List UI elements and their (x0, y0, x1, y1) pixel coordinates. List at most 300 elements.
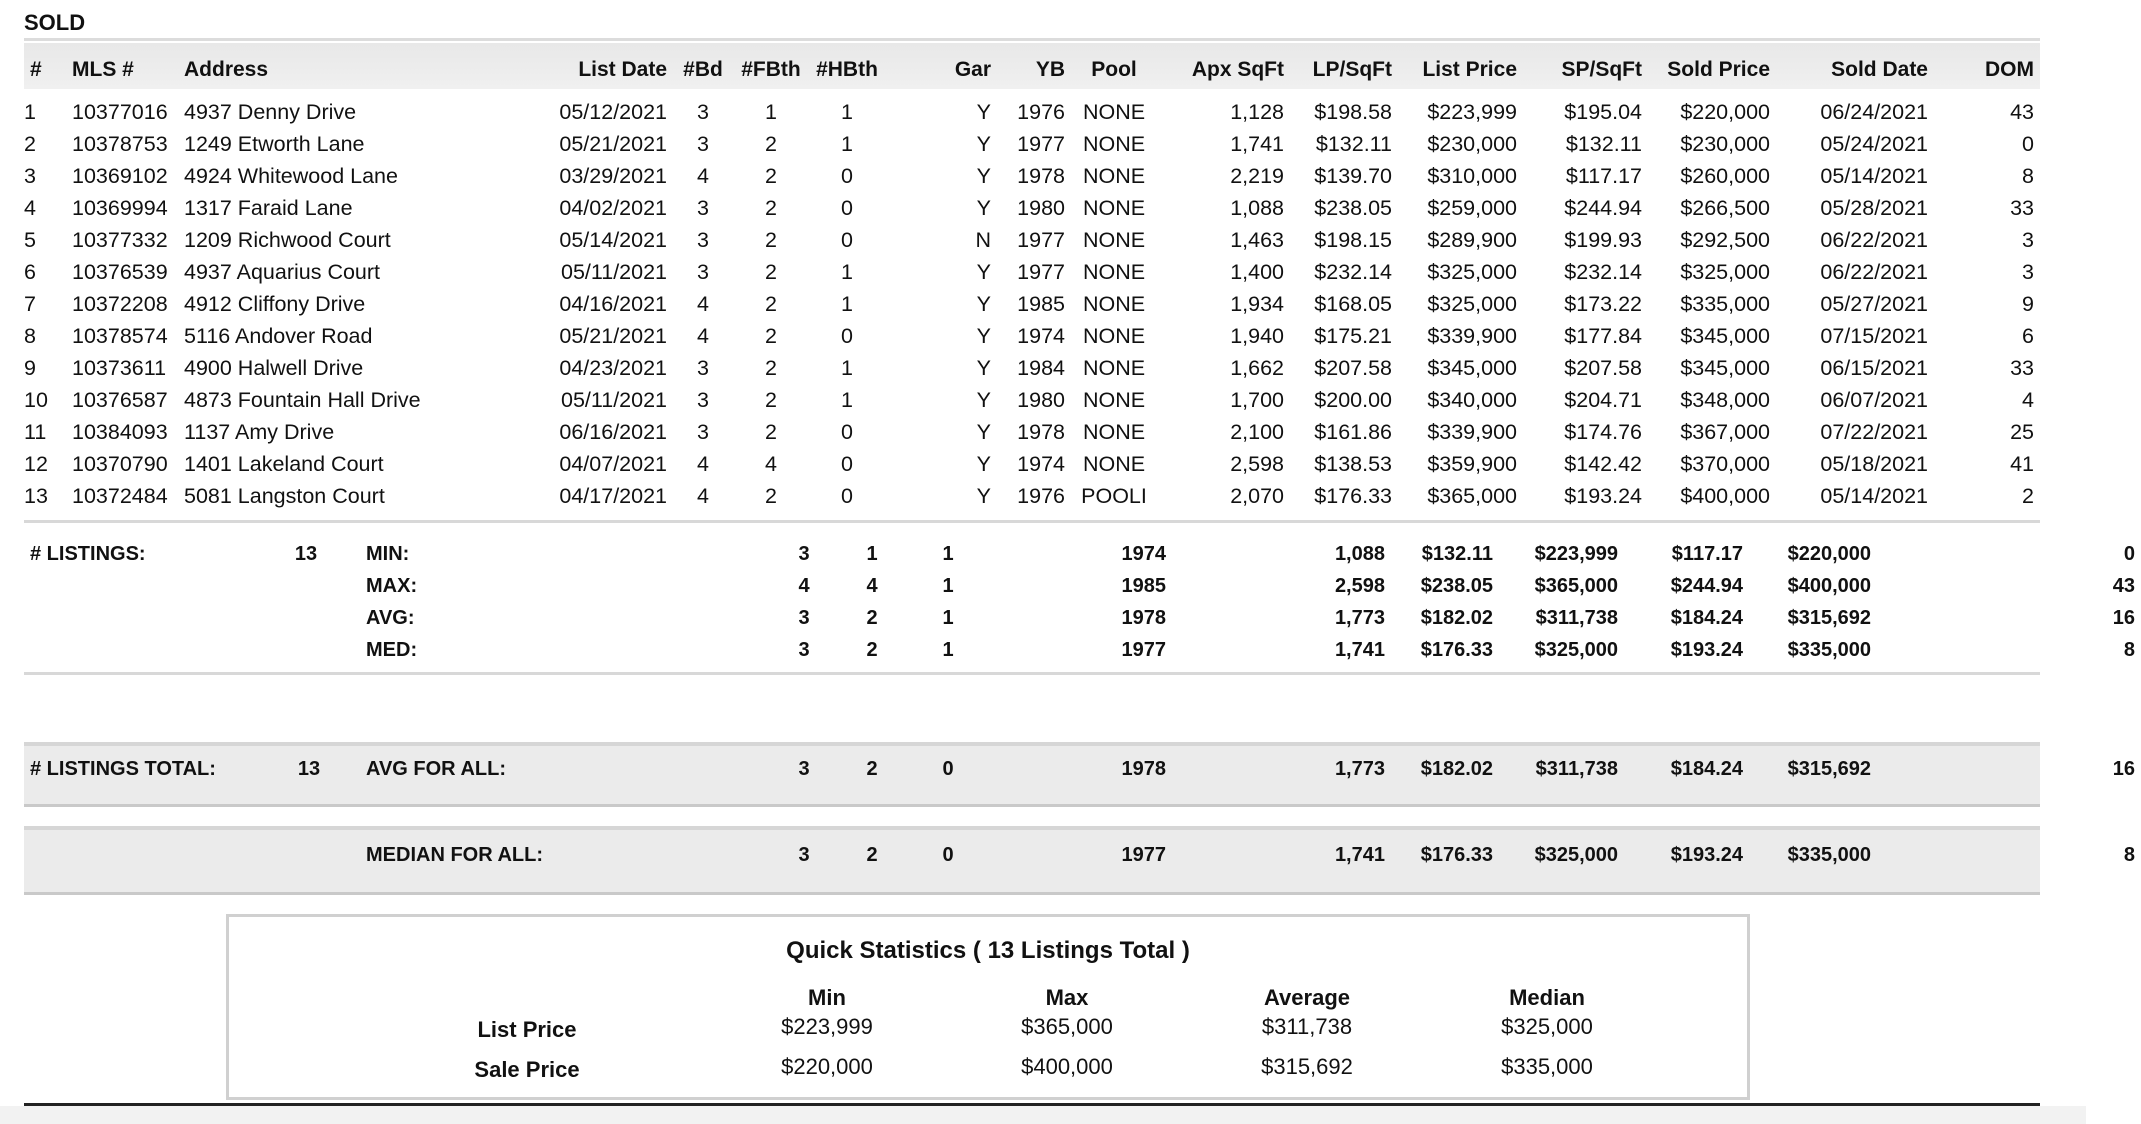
row-num: 6 (24, 259, 36, 284)
total-value: 0 (942, 844, 954, 866)
stat-value: $193.24 (1670, 638, 1743, 661)
row-num: 1 (24, 99, 36, 124)
address: 4912 Cliffony Drive (184, 291, 366, 316)
mls-number: 10372484 (72, 483, 168, 508)
list-price: $325,000 (1427, 291, 1517, 316)
sqft: 2,070 (1230, 483, 1284, 508)
sqft: 2,219 (1230, 163, 1284, 188)
totals-median-table (24, 844, 2141, 867)
row-num: 3 (24, 163, 36, 188)
total-value: 8 (2123, 844, 2135, 866)
col-header-fbth: #FBth (741, 58, 801, 81)
stat-empty (24, 634, 264, 666)
sold-price: $230,000 (1680, 131, 1770, 156)
stat-empty (1172, 538, 1258, 570)
col-header-hbth: #HBth (816, 58, 878, 81)
sp-per-sqft: $142.42 (1564, 451, 1642, 476)
sold-date: 06/15/2021 (1820, 355, 1928, 380)
stat-empty (264, 570, 354, 602)
sold-date: 06/24/2021 (1820, 99, 1928, 124)
bedrooms: 3 (697, 131, 709, 156)
list-price: $289,900 (1427, 227, 1517, 252)
table-row (24, 96, 2040, 128)
stat-value: 4 (798, 574, 810, 597)
lp-per-sqft: $132.11 (1315, 131, 1392, 156)
address: 5116 Andover Road (184, 323, 373, 348)
row-num: 7 (24, 291, 36, 316)
qs-list-price-max: $365,000 (1021, 1014, 1113, 1039)
sold-price: $345,000 (1680, 355, 1770, 380)
total-value: 3 (798, 844, 810, 866)
total-value: 3 (798, 758, 810, 780)
address: 4924 Whitewood Lane (184, 163, 398, 188)
dom: 8 (2022, 163, 2034, 188)
list-price: $359,900 (1427, 451, 1517, 476)
total-value: 2 (866, 758, 878, 780)
stat-empty (1172, 570, 1258, 602)
half-baths: 0 (841, 451, 853, 476)
qs-header-max: Max (1045, 985, 1089, 1010)
list-date: 04/17/2021 (559, 483, 667, 508)
stat-empty (1877, 634, 2035, 666)
sold-date: 07/22/2021 (1820, 419, 1928, 444)
year-built: 1977 (1017, 227, 1065, 252)
mls-number: 10377016 (72, 99, 168, 124)
half-baths: 0 (841, 227, 853, 252)
stat-value: 1985 (1121, 574, 1166, 597)
stat-value: 16 (2112, 606, 2135, 629)
row-num: 12 (24, 451, 48, 476)
total-value: 16 (2112, 758, 2135, 780)
sold-price: $345,000 (1680, 323, 1770, 348)
mls-number: 10370790 (72, 451, 168, 476)
full-baths: 2 (765, 259, 777, 284)
stat-empty (264, 634, 354, 666)
list-price: $259,000 (1427, 195, 1517, 220)
table-row (24, 448, 2040, 480)
stat-value: $220,000 (1787, 542, 1871, 565)
sqft: 1,741 (1230, 131, 1284, 156)
pool: NONE (1082, 419, 1146, 444)
table-row (24, 320, 2040, 352)
sold-date: 05/28/2021 (1820, 195, 1928, 220)
lp-per-sqft: $200.00 (1314, 387, 1392, 412)
address: 1317 Faraid Lane (184, 195, 353, 220)
col-header-bd: #Bd (683, 58, 723, 81)
sold-date: 05/18/2021 (1820, 451, 1928, 476)
stat-value: 1 (942, 638, 954, 661)
qs-list-price-average: $311,738 (1261, 1014, 1353, 1039)
divider (24, 520, 2040, 523)
half-baths: 0 (841, 163, 853, 188)
garage: Y (976, 163, 991, 188)
total-value: 1978 (1121, 758, 1166, 780)
half-baths: 0 (841, 483, 853, 508)
stat-value: 8 (2123, 638, 2135, 661)
year-built: 1974 (1017, 451, 1065, 476)
half-baths: 1 (841, 291, 853, 316)
col-header-sqft: Apx SqFt (1191, 58, 1284, 81)
garage: Y (976, 291, 991, 316)
col-header-spsqft: SP/SqFt (1561, 58, 1642, 81)
table-row (24, 192, 2040, 224)
list-price: $340,000 (1427, 387, 1517, 412)
stat-empty (986, 602, 1098, 634)
col-header-dom: DOM (1985, 58, 2034, 81)
sold-date: 06/22/2021 (1820, 259, 1928, 284)
bedrooms: 3 (697, 259, 709, 284)
list-price: $310,000 (1427, 163, 1517, 188)
sold-price: $260,000 (1680, 163, 1770, 188)
col-header-num: # (30, 58, 42, 81)
garage: Y (976, 387, 991, 412)
list-date: 05/14/2021 (559, 227, 667, 252)
sold-price: $292,500 (1680, 227, 1770, 252)
stat-empty (986, 570, 1098, 602)
garage: Y (976, 419, 991, 444)
half-baths: 1 (841, 131, 853, 156)
total-empty (1877, 758, 2035, 781)
stat-value: $223,999 (1534, 542, 1618, 565)
dom: 3 (2022, 227, 2034, 252)
dom: 33 (2010, 355, 2034, 380)
sold-date: 05/27/2021 (1820, 291, 1928, 316)
total-value: 0 (942, 758, 954, 780)
pool: NONE (1082, 451, 1146, 476)
sold-price: $348,000 (1680, 387, 1770, 412)
sp-per-sqft: $207.58 (1564, 355, 1642, 380)
stat-empty (1172, 634, 1258, 666)
totals-avg-table (24, 758, 2141, 781)
col-header-gar: Gar (954, 58, 991, 81)
mls-number: 10378753 (72, 131, 168, 156)
stat-value: $117.17 (1671, 542, 1743, 565)
summary-row-min (24, 538, 2141, 570)
address: 1249 Etworth Lane (184, 131, 365, 156)
total-value: $193.24 (1670, 844, 1743, 866)
pool: NONE (1082, 131, 1146, 156)
dom: 6 (2022, 323, 2034, 348)
garage: Y (976, 131, 991, 156)
sqft: 1,400 (1230, 259, 1284, 284)
stat-value: 4 (866, 574, 878, 597)
col-header-list-date: List Date (578, 58, 667, 81)
stat-value: 1,773 (1334, 606, 1385, 629)
bedrooms: 3 (697, 387, 709, 412)
table-row (24, 480, 2040, 512)
sp-per-sqft: $195.04 (1564, 99, 1642, 124)
total-value: $315,692 (1787, 758, 1871, 780)
col-header-pool: Pool (1091, 58, 1137, 81)
list-price: $230,000 (1427, 131, 1517, 156)
summary-stats-table (24, 538, 2141, 666)
col-header-list-price: List Price (1422, 58, 1517, 81)
stat-empty (1877, 538, 2035, 570)
row-num: 8 (24, 323, 36, 348)
mls-number: 10369102 (72, 163, 168, 188)
mls-number: 10384093 (72, 419, 168, 444)
year-built: 1978 (1017, 419, 1065, 444)
full-baths: 1 (765, 99, 777, 124)
sqft: 1,463 (1230, 227, 1284, 252)
total-value: $335,000 (1787, 844, 1871, 866)
total-empty (264, 844, 354, 867)
table-row (24, 384, 2040, 416)
sqft: 2,100 (1230, 419, 1284, 444)
sold-date: 06/22/2021 (1820, 227, 1928, 252)
stat-value: 0 (2123, 542, 2135, 565)
lp-per-sqft: $168.05 (1314, 291, 1392, 316)
dom: 0 (2022, 131, 2034, 156)
row-num: 5 (24, 227, 36, 252)
stat-value: 1 (942, 606, 954, 629)
stat-value: 2 (866, 638, 878, 661)
list-date: 04/07/2021 (559, 451, 667, 476)
address: 4937 Aquarius Court (184, 259, 381, 284)
mls-number: 10378574 (72, 323, 168, 348)
bedrooms: 3 (697, 195, 709, 220)
table-row (24, 160, 2040, 192)
list-date: 05/12/2021 (559, 99, 667, 124)
total-value: 1977 (1121, 844, 1166, 866)
sold-date: 05/14/2021 (1820, 163, 1928, 188)
table-row (24, 288, 2040, 320)
lp-per-sqft: $198.58 (1314, 99, 1392, 124)
row-num: 4 (24, 195, 36, 220)
stat-label: AVG: (366, 606, 415, 629)
stat-empty (1877, 570, 2035, 602)
qs-list-price-median: $325,000 (1501, 1014, 1593, 1039)
half-baths: 1 (841, 355, 853, 380)
lp-per-sqft: $207.58 (1314, 355, 1392, 380)
totals-avg-row (24, 758, 2141, 781)
pool: POOLI (1081, 483, 1147, 508)
bedrooms: 3 (697, 227, 709, 252)
pool: NONE (1082, 195, 1146, 220)
summary-row-avg (24, 602, 2141, 634)
list-price: $339,900 (1427, 323, 1517, 348)
stat-label: MED: (366, 638, 418, 661)
listing-table (24, 96, 2040, 512)
total-value: $182.02 (1420, 758, 1493, 780)
mls-number: 10377332 (72, 227, 168, 252)
qs-header-average: Average (1263, 985, 1350, 1010)
half-baths: 0 (841, 419, 853, 444)
row-num: 2 (24, 131, 36, 156)
table-row (24, 128, 2040, 160)
year-built: 1974 (1017, 323, 1065, 348)
row-num: 10 (24, 387, 48, 412)
sqft: 2,598 (1230, 451, 1284, 476)
pool: NONE (1082, 387, 1146, 412)
table-row (24, 416, 2040, 448)
sold-price: $325,000 (1680, 259, 1770, 284)
address: 5081 Langston Court (184, 483, 385, 508)
half-baths: 0 (841, 323, 853, 348)
row-num: 11 (24, 419, 47, 444)
stat-value: 1 (866, 542, 878, 565)
bedrooms: 4 (697, 163, 709, 188)
qs-sale-price-label: Sale Price (474, 1057, 580, 1082)
listings-total-label: # LISTINGS TOTAL: (30, 758, 216, 780)
table-row (24, 352, 2040, 384)
list-date: 04/23/2021 (559, 355, 667, 380)
bedrooms: 4 (697, 483, 709, 508)
listings-total-count: 13 (297, 758, 321, 780)
garage: Y (976, 483, 991, 508)
garage: Y (976, 355, 991, 380)
stat-value: $400,000 (1787, 574, 1871, 597)
summary-row-max (24, 570, 2141, 602)
full-baths: 2 (765, 387, 777, 412)
stat-value: 1 (942, 542, 954, 565)
sold-price: $220,000 (1680, 99, 1770, 124)
col-header-sold-price: Sold Price (1667, 58, 1770, 81)
sold-date: 05/14/2021 (1820, 483, 1928, 508)
address: 1401 Lakeland Court (184, 451, 384, 476)
qs-sale-price-median: $335,000 (1501, 1054, 1593, 1079)
list-price: $223,999 (1427, 99, 1517, 124)
dom: 9 (2022, 291, 2034, 316)
pool: NONE (1082, 355, 1146, 380)
sp-per-sqft: $177.84 (1564, 323, 1642, 348)
qs-list-price-min: $223,999 (781, 1014, 873, 1039)
list-date: 04/16/2021 (559, 291, 667, 316)
list-price: $339,900 (1427, 419, 1517, 444)
stat-value: 3 (798, 542, 810, 565)
dom: 33 (2010, 195, 2034, 220)
full-baths: 2 (765, 227, 777, 252)
stat-value: $335,000 (1787, 638, 1871, 661)
qs-list-price-label: List Price (477, 1017, 577, 1042)
listings-count: 13 (294, 542, 318, 565)
stat-value: 43 (2112, 574, 2135, 597)
dom: 4 (2022, 387, 2034, 412)
total-value: 2 (866, 844, 878, 866)
year-built: 1977 (1017, 259, 1065, 284)
lp-per-sqft: $161.86 (1314, 419, 1392, 444)
sp-per-sqft: $199.93 (1564, 227, 1642, 252)
pool: NONE (1082, 227, 1146, 252)
table-row (24, 256, 2040, 288)
full-baths: 2 (765, 163, 777, 188)
pool: NONE (1082, 259, 1146, 284)
sp-per-sqft: $174.76 (1564, 419, 1642, 444)
address: 1137 Amy Drive (184, 419, 335, 444)
full-baths: 2 (765, 355, 777, 380)
total-value: $184.24 (1670, 758, 1743, 780)
stat-value: $325,000 (1534, 638, 1618, 661)
address: 4900 Halwell Drive (184, 355, 364, 380)
sqft: 1,940 (1230, 323, 1284, 348)
listing-table-header (24, 52, 2040, 88)
stat-value: 1977 (1121, 638, 1166, 661)
qs-header-min: Min (808, 985, 846, 1010)
half-baths: 1 (841, 259, 853, 284)
lp-per-sqft: $198.15 (1314, 227, 1392, 252)
year-built: 1980 (1017, 195, 1065, 220)
list-date: 04/02/2021 (559, 195, 667, 220)
lp-per-sqft: $232.14 (1314, 259, 1392, 284)
list-date: 05/21/2021 (559, 323, 667, 348)
half-baths: 0 (841, 195, 853, 220)
full-baths: 2 (765, 291, 777, 316)
garage: Y (976, 323, 991, 348)
lp-per-sqft: $176.33 (1314, 483, 1392, 508)
total-value: 1,773 (1334, 758, 1385, 780)
dom: 2 (2022, 483, 2034, 508)
stat-value: $311,738 (1535, 606, 1618, 629)
stat-value: $182.02 (1420, 606, 1493, 629)
total-value: $325,000 (1534, 844, 1618, 866)
list-date: 05/21/2021 (559, 131, 667, 156)
half-baths: 1 (841, 99, 853, 124)
dom: 25 (2010, 419, 2034, 444)
bedrooms: 4 (697, 323, 709, 348)
col-header-lpsqft: LP/SqFt (1312, 58, 1392, 81)
year-built: 1978 (1017, 163, 1065, 188)
year-built: 1985 (1017, 291, 1065, 316)
list-date: 05/11/2021 (560, 259, 667, 284)
stat-value: 2,598 (1334, 574, 1385, 597)
dom: 3 (2022, 259, 2034, 284)
sqft: 1,934 (1230, 291, 1284, 316)
pool: NONE (1082, 291, 1146, 316)
year-built: 1976 (1017, 99, 1065, 124)
header-row (24, 52, 2040, 88)
full-baths: 2 (765, 483, 777, 508)
bedrooms: 4 (697, 451, 709, 476)
stat-empty (264, 602, 354, 634)
qs-sale-price-min: $220,000 (781, 1054, 873, 1079)
list-date: 05/11/2021 (560, 387, 667, 412)
totals-median-band (24, 826, 2135, 895)
sold-price: $370,000 (1680, 451, 1770, 476)
stat-value: $132.11 (1421, 542, 1493, 565)
bedrooms: 4 (697, 291, 709, 316)
address: 1209 Richwood Court (184, 227, 391, 252)
sqft: 1,700 (1230, 387, 1284, 412)
lp-per-sqft: $138.53 (1314, 451, 1392, 476)
garage: Y (976, 451, 991, 476)
full-baths: 2 (765, 195, 777, 220)
divider (24, 672, 2040, 675)
page-footer-strip (0, 1106, 2086, 1124)
full-baths: 2 (765, 419, 777, 444)
garage: Y (976, 99, 991, 124)
year-built: 1980 (1017, 387, 1065, 412)
mls-number: 10372208 (72, 291, 168, 316)
sp-per-sqft: $173.22 (1564, 291, 1642, 316)
bedrooms: 3 (697, 355, 709, 380)
col-header-address: Address (184, 58, 269, 81)
total-empty (24, 844, 264, 867)
sp-per-sqft: $117.17 (1565, 163, 1642, 188)
year-built: 1976 (1017, 483, 1065, 508)
list-date: 06/16/2021 (559, 419, 667, 444)
dom: 43 (2010, 99, 2034, 124)
sp-per-sqft: $204.71 (1564, 387, 1642, 412)
full-baths: 4 (765, 451, 777, 476)
stat-value: 3 (798, 606, 810, 629)
sold-price: $266,500 (1680, 195, 1770, 220)
list-price: $365,000 (1427, 483, 1517, 508)
sp-per-sqft: $232.14 (1564, 259, 1642, 284)
avg-for-all-label: AVG FOR ALL: (366, 758, 506, 780)
sqft: 1,128 (1230, 99, 1284, 124)
quick-statistics-box (226, 914, 1750, 1100)
stat-empty (986, 538, 1098, 570)
